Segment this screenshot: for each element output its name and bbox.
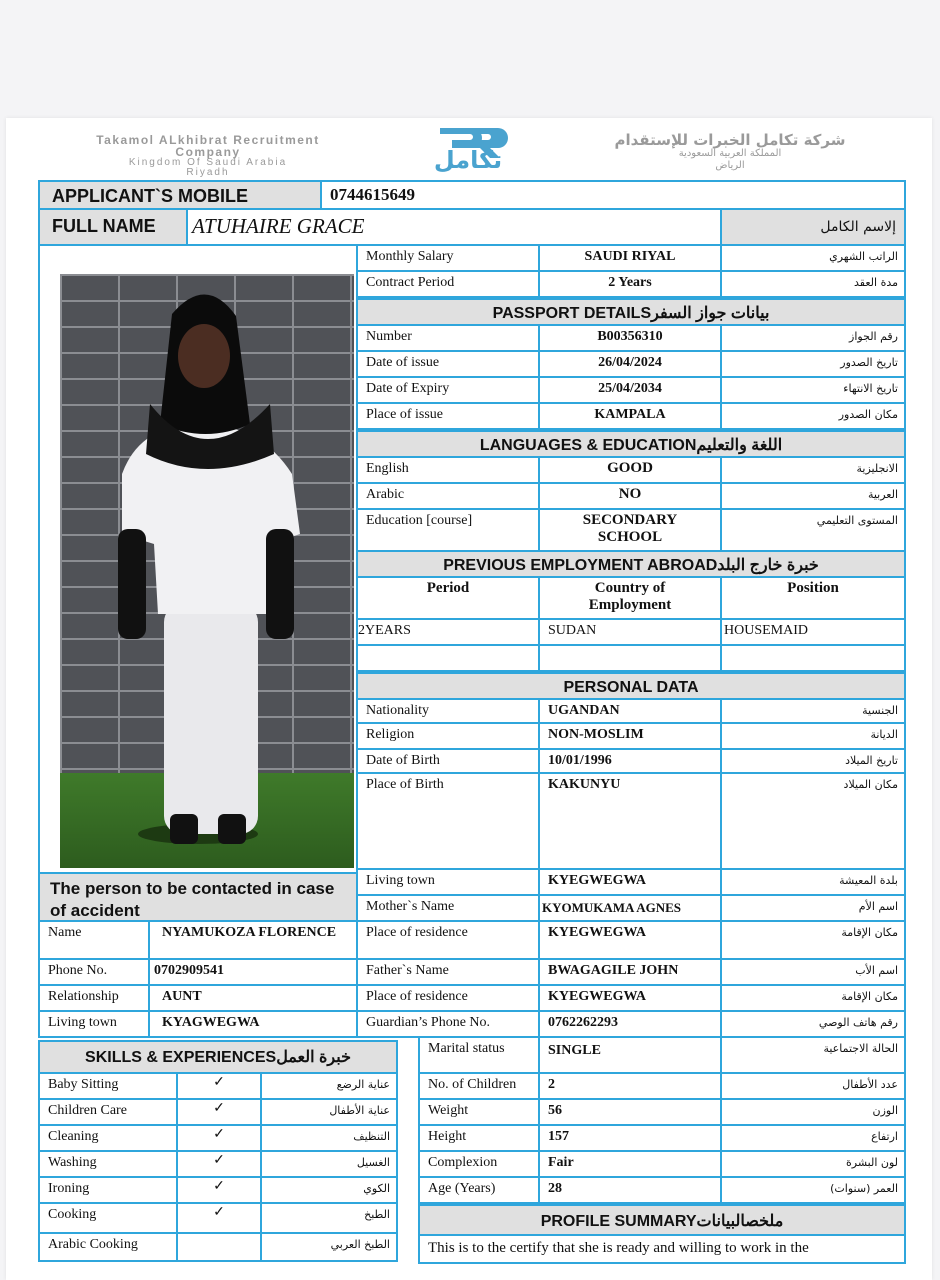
- emergency-phone-value: 0702909541: [148, 958, 358, 986]
- father-name-value: BWAGAGILE JOHN: [538, 958, 722, 986]
- mobile-label: APPLICANT`S MOBILE: [38, 180, 322, 210]
- arabic-value: NO: [538, 482, 722, 510]
- guardian-phone-value: 0762262293: [538, 1010, 722, 1038]
- english-value: GOOD: [538, 456, 722, 484]
- employment-period-value: 2YEARS: [356, 618, 540, 646]
- applicant-photo: [60, 274, 354, 868]
- residence-2-value: KYEGWEGWA: [538, 984, 722, 1012]
- profile-text: This is to the certify that she is ready and willing to work in the: [418, 1234, 906, 1264]
- skill-cleaning-ar: التنظيف: [260, 1124, 398, 1152]
- residence-label-ar: مكان الإقامة: [720, 920, 906, 960]
- passport-header: PASSPORT DETAILSبيانات جواز السفر: [356, 298, 906, 326]
- skill-children-care: Children Care: [38, 1098, 178, 1126]
- employment-empty-cell: [356, 644, 540, 672]
- marital-label: Marital status: [418, 1036, 540, 1074]
- employment-empty-cell: [538, 644, 722, 672]
- emergency-town-value: KYAGWEGWA: [148, 1010, 358, 1038]
- father-name-label: Father`s Name: [356, 958, 540, 986]
- personal-header: PERSONAL DATA: [356, 672, 906, 700]
- mother-name-label-ar: اسم الأم: [720, 894, 906, 922]
- birth-place-label-ar: مكان الميلاد: [720, 772, 906, 870]
- contract-period-value: 2 Years: [538, 270, 722, 298]
- skill-children-care-ar: عناية الأطفال: [260, 1098, 398, 1126]
- emergency-phone-label: Phone No.: [38, 958, 150, 986]
- check-icon: ✓: [176, 1176, 262, 1204]
- nationality-label-ar: الجنسية: [720, 698, 906, 724]
- skill-baby-sitting-ar: عناية الرضع: [260, 1072, 398, 1100]
- mother-name-label: Mother`s Name: [356, 894, 540, 922]
- weight-label: Weight: [418, 1098, 540, 1126]
- children-label-ar: عدد الأطفال: [720, 1072, 906, 1100]
- relationship-label: Relationship: [38, 984, 150, 1012]
- full-name-label: FULL NAME: [38, 208, 188, 246]
- birth-date-label-ar: تاريخ الميلاد: [720, 748, 906, 774]
- skill-ironing: Ironing: [38, 1176, 178, 1204]
- marital-label-ar: الحالة الاجتماعية: [720, 1036, 906, 1074]
- contract-period-label: Contract Period: [356, 270, 540, 298]
- age-label-ar: العمر (سنوات): [720, 1176, 906, 1204]
- weight-value: 56: [538, 1098, 722, 1126]
- emergency-header: The person to be contacted in case of accident: [38, 872, 358, 922]
- children-value: 2: [538, 1072, 722, 1100]
- living-town-label-ar: بلدة المعيشة: [720, 868, 906, 896]
- skill-washing-ar: الغسيل: [260, 1150, 398, 1178]
- full-name-value: ATUHAIRE GRACE: [186, 208, 722, 246]
- birth-date-value: 10/01/1996: [538, 748, 722, 774]
- education-value: SECONDARY SCHOOL: [538, 508, 722, 552]
- issue-place-label-ar: مكان الصدور: [720, 402, 906, 430]
- complexion-label-ar: لون البشرة: [720, 1150, 906, 1178]
- skills-header: SKILLS & EXPERIENCESخبرة العمل: [38, 1040, 398, 1074]
- emergency-name-label: Name: [38, 920, 150, 960]
- arabic-label: Arabic: [356, 482, 540, 510]
- issue-date-value: 26/04/2024: [538, 350, 722, 378]
- cv-sheet: [6, 118, 932, 1280]
- skill-arabic-cooking: Arabic Cooking: [38, 1232, 178, 1262]
- birth-place-label: Place of Birth: [356, 772, 540, 870]
- passport-number-label: Number: [356, 324, 540, 352]
- age-label: Age (Years): [418, 1176, 540, 1204]
- residence-value: KYEGWEGWA: [538, 920, 722, 960]
- emergency-town-label: Living town: [38, 1010, 150, 1038]
- children-label: No. of Children: [418, 1072, 540, 1100]
- religion-label-ar: الديانة: [720, 722, 906, 750]
- expiry-date-label: Date of Expiry: [356, 376, 540, 404]
- issue-place-value: KAMPALA: [538, 402, 722, 430]
- profile-header: PROFILE SUMMARYملخصالبيانات: [418, 1204, 906, 1236]
- birth-place-value: KAKUNYU: [538, 772, 722, 870]
- check-icon: ✓: [176, 1124, 262, 1152]
- mobile-value: 0744615649: [320, 180, 906, 210]
- skill-cleaning: Cleaning: [38, 1124, 178, 1152]
- skill-cooking-ar: الطبخ: [260, 1202, 398, 1234]
- guardian-phone-label-ar: رقم هاتف الوصي: [720, 1010, 906, 1038]
- education-label-ar: المستوى التعليمي: [720, 508, 906, 552]
- english-label: English: [356, 456, 540, 484]
- expiry-date-value: 25/04/2034: [538, 376, 722, 404]
- skill-ironing-ar: الكوي: [260, 1176, 398, 1204]
- religion-value: NON-MOSLIM: [538, 722, 722, 750]
- employment-country-value: SUDAN: [538, 618, 722, 646]
- check-icon: ✓: [176, 1072, 262, 1100]
- residence-2-label: Place of residence: [356, 984, 540, 1012]
- nationality-label: Nationality: [356, 698, 540, 724]
- nationality-value: UGANDAN: [538, 698, 722, 724]
- height-label-ar: ارتفاع: [720, 1124, 906, 1152]
- company-logo-text: تكامل: [433, 146, 503, 174]
- emergency-name-value: NYAMUKOZA FLORENCE: [148, 920, 358, 960]
- complexion-value: Fair: [538, 1150, 722, 1178]
- employment-col-position: Position: [720, 576, 906, 620]
- employment-header: PREVIOUS EMPLOYMENT ABROADخبرة خارج البلد: [356, 550, 906, 578]
- residence-2-label-ar: مكان الإقامة: [720, 984, 906, 1012]
- employment-position-value: HOUSEMAID: [720, 618, 906, 646]
- issue-place-label: Place of issue: [356, 402, 540, 430]
- residence-label: Place of residence: [356, 920, 540, 960]
- marital-value: SINGLE: [538, 1036, 722, 1074]
- company-name-ar: شركة تكامل الخبرات للإستقدام المملكة العربية السعودية الرياض: [614, 131, 846, 171]
- skill-arabic-cooking-mark: [176, 1232, 262, 1262]
- weight-label-ar: الوزن: [720, 1098, 906, 1126]
- age-value: 28: [538, 1176, 722, 1204]
- relationship-value: AUNT: [148, 984, 358, 1012]
- passport-number-value: B00356310: [538, 324, 722, 352]
- check-icon: ✓: [176, 1202, 262, 1234]
- employment-col-country: Country of Employment: [538, 576, 722, 620]
- full-name-label-ar: إلاسم الكامل: [720, 208, 906, 246]
- living-town-value: KYEGWEGWA: [538, 868, 722, 896]
- skill-washing: Washing: [38, 1150, 178, 1178]
- english-label-ar: الانجليزية: [720, 456, 906, 484]
- skill-baby-sitting: Baby Sitting: [38, 1072, 178, 1100]
- complexion-label: Complexion: [418, 1150, 540, 1178]
- living-town-label: Living town: [356, 868, 540, 896]
- contract-period-label-ar: مدة العقد: [720, 270, 906, 298]
- father-name-label-ar: اسم الأب: [720, 958, 906, 986]
- salary-value: SAUDI RIYAL: [538, 244, 722, 272]
- salary-label: Monthly Salary: [356, 244, 540, 272]
- issue-date-label-ar: تاريخ الصدور: [720, 350, 906, 378]
- height-label: Height: [418, 1124, 540, 1152]
- skill-arabic-cooking-ar: الطبخ العربي: [260, 1232, 398, 1262]
- education-label: Education [course]: [356, 508, 540, 552]
- employment-empty-cell: [720, 644, 906, 672]
- religion-label: Religion: [356, 722, 540, 750]
- arabic-label-ar: العربية: [720, 482, 906, 510]
- check-icon: ✓: [176, 1098, 262, 1126]
- guardian-phone-label: Guardian’s Phone No.: [356, 1010, 540, 1038]
- salary-label-ar: الراتب الشهري: [720, 244, 906, 272]
- languages-header: LANGUAGES & EDUCATIONاللغة والتعليم: [356, 430, 906, 458]
- height-value: 157: [538, 1124, 722, 1152]
- passport-number-label-ar: رقم الجواز: [720, 324, 906, 352]
- skill-cooking: Cooking: [38, 1202, 178, 1234]
- check-icon: ✓: [176, 1150, 262, 1178]
- expiry-date-label-ar: تاريخ الانتهاء: [720, 376, 906, 404]
- mother-name-value: KYOMUKAMA AGNES: [538, 894, 722, 922]
- company-name-en: Takamol ALkhibrat Recruitment Company Kingdom Of Saudi Arabia Riyadh: [96, 133, 320, 178]
- birth-date-label: Date of Birth: [356, 748, 540, 774]
- employment-col-period: Period: [356, 576, 540, 620]
- issue-date-label: Date of issue: [356, 350, 540, 378]
